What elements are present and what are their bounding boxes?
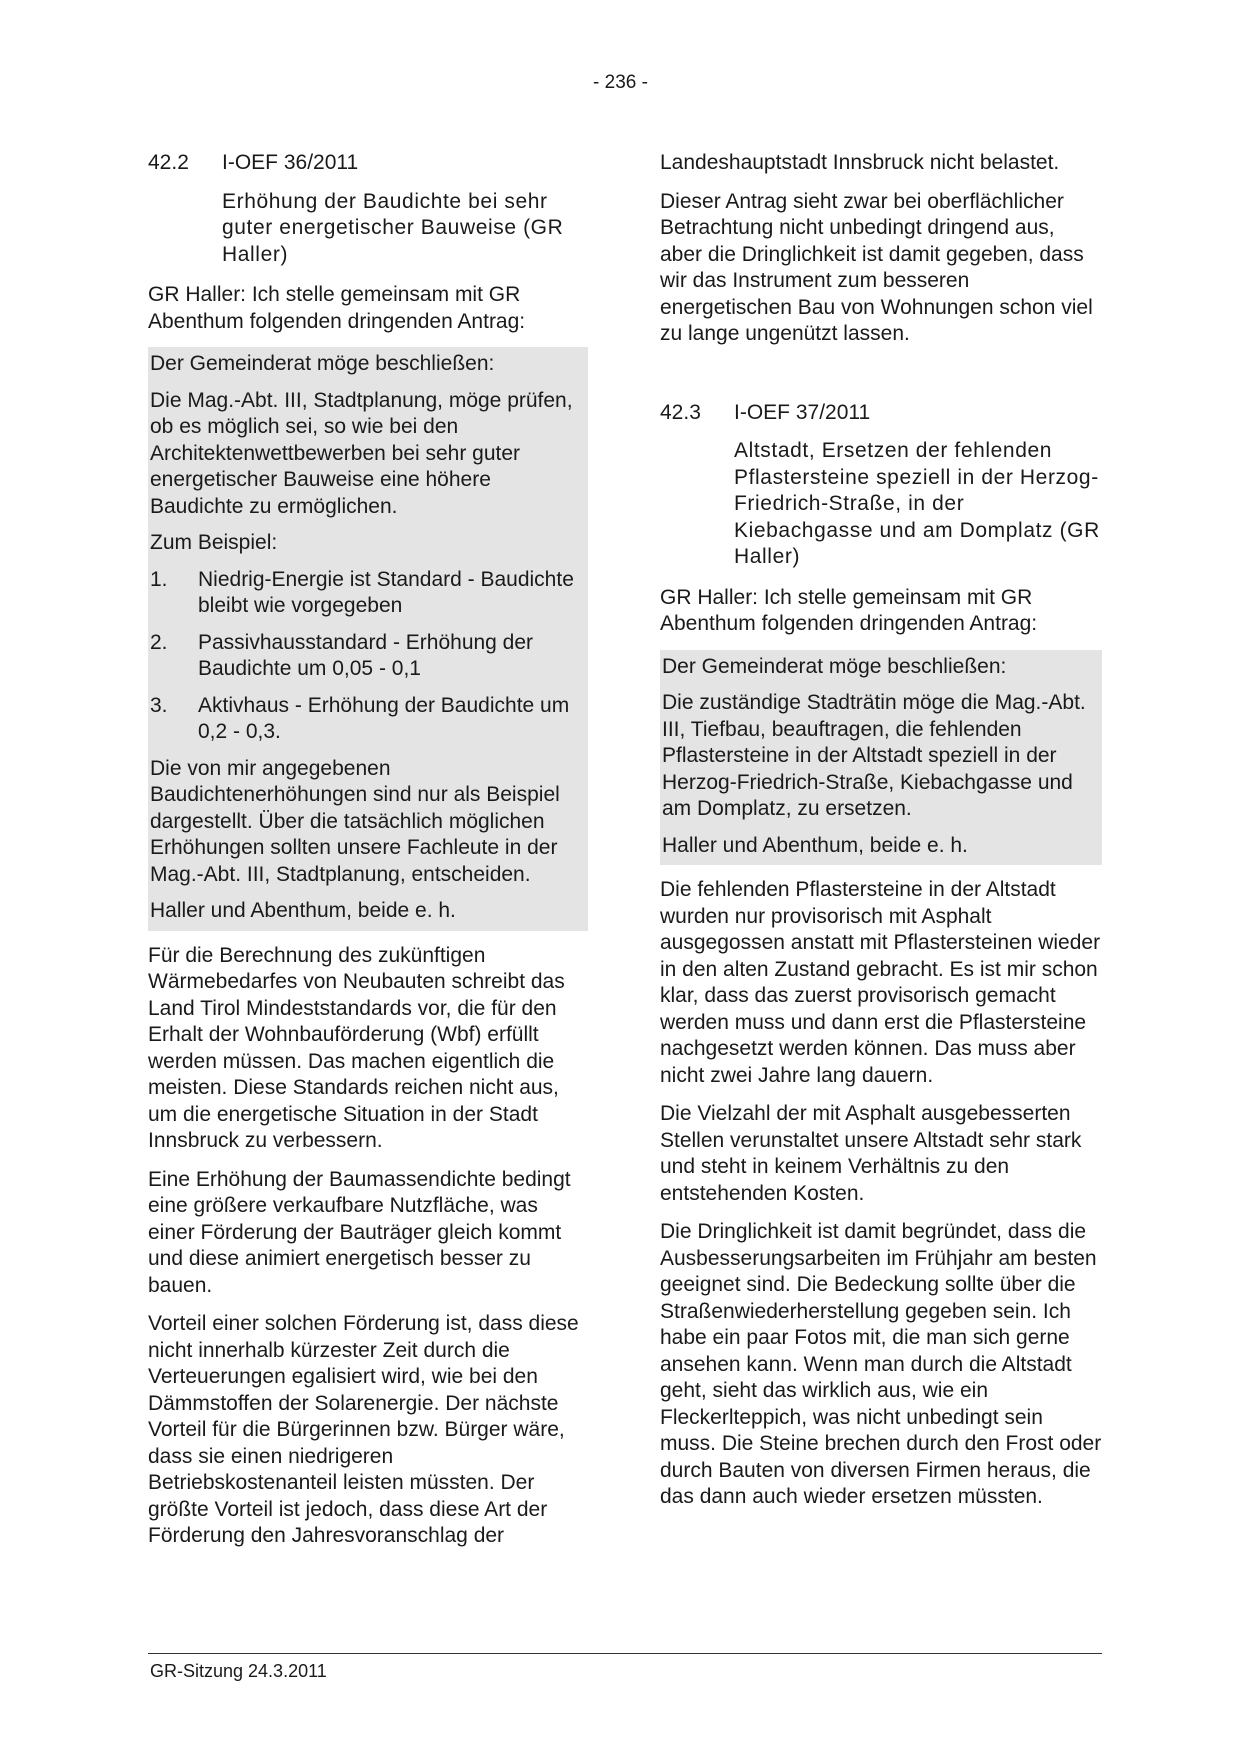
list-item-text: Niedrig-Energie ist Standard - Baudichte bleibt wie vorgegeben [198, 567, 574, 617]
list-item-text: Passivhausstandard - Erhöhung der Baudichte um 0,05 - 0,1 [198, 630, 534, 680]
body-paragraph: Die fehlenden Pflastersteine in der Altstadt wurden nur provisorisch mit Asphalt ausgegossen anstatt mit Pflastersteinen wieder in den alten Zustand gebracht. Es ist mir schon klar, dass das zuerst provisorisch gemacht werden muss und dann erst die Pflastersteine nachgesetzt werden können. Das muss aber nicht zwei Jahre lang dauern. [660, 878, 1101, 1087]
list-item [150, 689, 586, 752]
agenda-item-title: Altstadt, Ersetzen der fehlenden Pflastersteine speziell in der Herzog-Friedrich-Straße, in der Kiebachgasse und am Domplatz (GR Haller) [734, 439, 1100, 568]
motion-intro: GR Haller: Ich stelle gemeinsam mit GR Abenthum folgenden dringenden Antrag: [148, 283, 526, 333]
body-paragraph: Landeshauptstadt Innsbruck nicht belastet. [660, 151, 1060, 174]
agenda-item-number: 42.2 [148, 151, 189, 174]
section-spacer [660, 360, 1102, 400]
motion-box-example-label: Zum Beispiel: [150, 531, 278, 554]
motion-box-text: Die von mir angegebenen Baudichtenerhöhungen sind nur als Beispiel dargestellt. Über die tatsächlich möglichen Erhöhungen sollten unsere Fachleute in der Mag.-Abt. III, Stadtplanung, entscheiden. [150, 756, 560, 886]
list-item [150, 626, 586, 689]
page-number: - 236 - [593, 72, 648, 93]
agenda-item-heading [148, 150, 588, 177]
motion-box-heading: Der Gemeinderat möge beschließen: [662, 654, 1007, 678]
body-paragraph: Dieser Antrag sieht zwar bei oberflächlicher Betrachtung nicht unbedingt dringend aus, aber die Dringlichkeit ist damit gegeben, dass wir das Instrument zum besseren energetischen Bau von Wohnungen schon viel zu lange ungenützt lassen. [660, 189, 1093, 345]
footer-text: GR-Sitzung 24.3.2011 [150, 1661, 327, 1681]
motion-box-signature: Haller und Abenthum, beide e. h. [662, 833, 968, 857]
body-paragraph: Die Dringlichkeit ist damit begründet, dass die Ausbesserungsarbeiten im Frühjahr am besten geeignet sind. Die Bedeckung sollte über die Straßenwiederherstellung gegeben sein. Ich habe ein paar Fotos mit, die man sich gerne ansehen kann. Wenn man durch die Altstadt geht, sieht das wirklich aus, wie ein Fleckerlteppich, was nicht unbedingt sein muss. Die Steine brechen durch den Frost oder durch Bauten von diversen Firmen heraus, die das dann auch wieder ersetzen müssten. [660, 1220, 1102, 1508]
motion-box [148, 347, 588, 931]
list-item [150, 563, 586, 626]
motion-box-text: Die Mag.-Abt. III, Stadtplanung, möge prüfen, ob es möglich sei, so wie bei den Architektenwettbewerben bei sehr guter energetischer Bauweise eine höhere Baudichte zu ermöglichen. [150, 388, 573, 518]
motion-box [660, 650, 1102, 866]
agenda-item-heading [660, 400, 1102, 427]
right-column [660, 150, 1102, 1523]
motion-box-text: Die zuständige Stadträtin möge die Mag.-Abt. III, Tiefbau, beauftragen, die fehlenden Pflastersteine in der Altstadt speziell in der Herzog-Friedrich-Straße, Kiebachgasse und am Domplatz, zu ersetzen. [662, 691, 1086, 820]
agenda-item-code: I-OEF 37/2011 [734, 400, 871, 424]
list-item-text: Aktivhaus - Erhöhung der Baudichte um 0,2 - 0,3. [198, 693, 570, 743]
agenda-item-title: Erhöhung der Baudichte bei sehr guter energetischer Bauweise (GR Haller) [222, 189, 564, 266]
body-paragraph: Vorteil einer solchen Förderung ist, dass diese nicht innerhalb kürzester Zeit durch die Verteuerungen egalisiert wird, wie bei den Dämmstoffen der Solarenergie. Der nächste Vorteil für die Bürgerinnen bzw. Bürger wäre, dass sie einen niedrigeren Betriebskostenanteil leisten müssten. Der größte Vorteil ist jedoch, dass diese Art der Förderung den Jahresvoranschlag der [148, 1312, 579, 1547]
motion-box-heading: Der Gemeinderat möge beschließen: [150, 352, 495, 375]
body-paragraph: Die Vielzahl der mit Asphalt ausgebesserten Stellen verunstaltet unsere Altstadt sehr stark und steht in keinem Verhältnis zu den entstehenden Kosten. [660, 1102, 1082, 1205]
motion-intro: GR Haller: Ich stelle gemeinsam mit GR Abenthum folgenden dringenden Antrag: [660, 585, 1038, 635]
list-item-number: 3. [150, 693, 168, 717]
list-item-number: 1. [150, 567, 168, 591]
body-paragraph: Eine Erhöhung der Baumassendichte bedingt eine größere verkaufbare Nutzfläche, was einer Förderung der Bauträger gleich kommt und diese animiert energetisch besser zu bauen. [148, 1167, 571, 1297]
motion-box-signature: Haller und Abenthum, beide e. h. [150, 899, 456, 922]
list-item-number: 2. [150, 630, 168, 654]
body-paragraph: Für die Berechnung des zukünftigen Wärmebedarfes von Neubauten schreibt das Land Tirol Mindeststandards vor, die für den Erhalt der Wohnbauförderung (Wbf) erfüllt werden müssen. Das machen eigentlich die meisten. Diese Standards reichen nicht aus, um die energetische Situation in der Stadt Innsbruck zu verbessern. [148, 943, 565, 1152]
agenda-item-code: I-OEF 36/2011 [222, 151, 359, 174]
agenda-item-number: 42.3 [660, 400, 701, 424]
footer-rule [148, 1653, 1102, 1654]
left-column [148, 150, 588, 1562]
